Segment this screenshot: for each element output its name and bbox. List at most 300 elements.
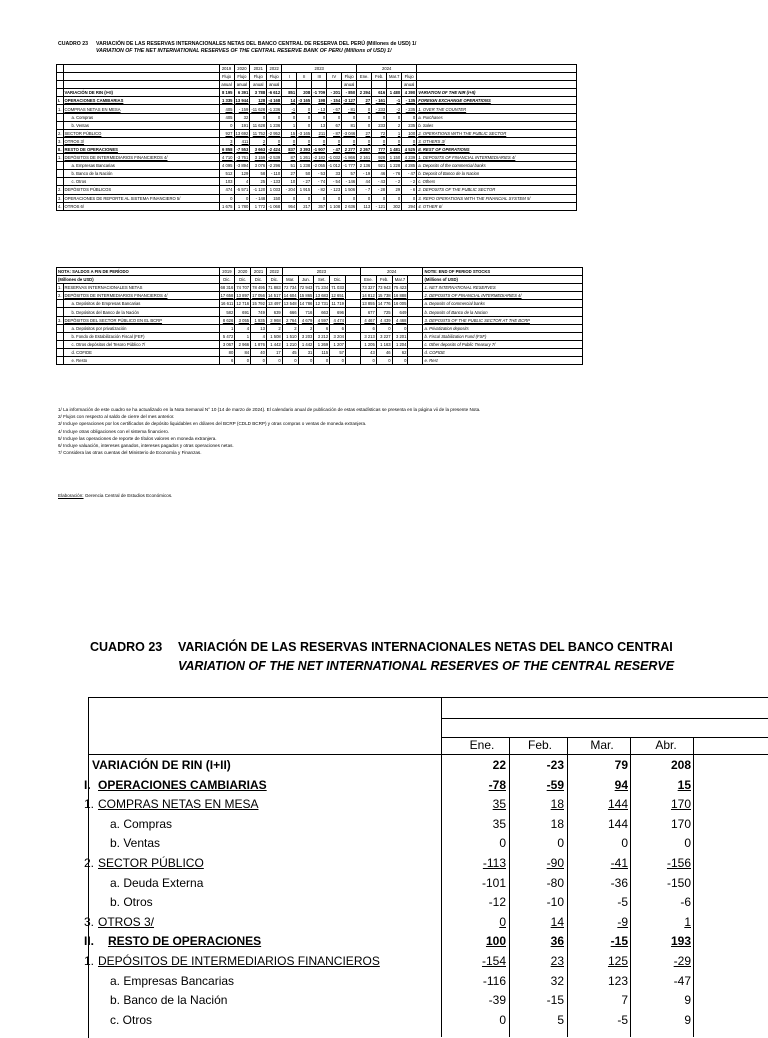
row-label-text: b. Sales [418, 122, 434, 128]
value-cell: 0 [376, 357, 392, 365]
table-row [57, 113, 577, 121]
value-cell: 45 [282, 348, 298, 356]
zoom-title-en: VARIATION OF THE NET INTERNATIONAL RESERVES OF THE CENTRAL RESERVE [178, 659, 675, 673]
row-label-text: DEPÓSITOS DEL SECTOR PÚBLICO EN EL BCRP [64, 317, 163, 323]
value-cell: 170 [670, 816, 691, 831]
value-cell [408, 316, 423, 324]
row-label-text: b. Ventas [71, 122, 89, 128]
value-cell: 5 [557, 1012, 564, 1027]
value-cell: 27 [282, 170, 297, 178]
value-cell [346, 340, 361, 348]
value-cell: 725 [376, 308, 392, 316]
value-cell: -2 424 [268, 146, 281, 152]
value-cell: 0 [499, 914, 506, 929]
value-cell: 696 [330, 308, 346, 316]
period-header [357, 81, 372, 89]
value-cell: 81 [342, 121, 357, 129]
value-cell: 663 [314, 308, 330, 316]
value-cell: 191 [234, 121, 250, 129]
value-cell: 0 [387, 113, 402, 121]
value-cell: 0 [282, 137, 297, 145]
value-cell: -1 012 [328, 163, 341, 169]
table-row [57, 316, 583, 324]
year-header: 2021 [251, 268, 267, 276]
value-cell: 43 [361, 348, 377, 356]
period-header: Dic. [235, 276, 251, 284]
period-header: Flujo [250, 73, 267, 81]
value-cell: 13 [251, 324, 267, 332]
value-cell: 35 [492, 797, 506, 812]
row-label-en [417, 105, 577, 113]
row-label-en [417, 145, 577, 153]
value-cell [346, 348, 361, 356]
value-cell: - 81 [342, 105, 357, 113]
table-row [57, 162, 577, 170]
table-row [57, 348, 583, 356]
period-header: Feb. [376, 276, 392, 284]
value-cell: 3 203 [298, 332, 314, 340]
value-cell: 0 [387, 194, 402, 202]
value-cell [346, 316, 361, 324]
row-label: SECTOR PÚBLICO [98, 856, 204, 870]
row-label-text: 3. DEPOSITS OF THE PUBLIC SECTOR AT THE BCRP [424, 317, 530, 323]
value-cell: 837 [282, 145, 297, 153]
value-cell: 0 [219, 194, 234, 202]
value-cell: 16 005 [393, 301, 407, 307]
row-label-es [63, 186, 219, 194]
row-number: 3. [84, 914, 95, 929]
zoom-divider [441, 718, 768, 719]
value-cell: 4 239 [402, 154, 417, 162]
row-label-text: OTROS 6/ [64, 203, 85, 209]
value-cell: -15 [546, 993, 564, 1008]
value-cell: -90 [546, 856, 564, 870]
value-cell: 1 236 [267, 121, 282, 129]
value-cell: -1 [282, 105, 297, 113]
row-number: 1. [84, 797, 95, 812]
value-cell: 11 752 [250, 129, 267, 137]
row-label-text: 1. DEPOSITS OF FINANCIAL INTERMEDIARIES 4/ [418, 155, 516, 161]
value-cell [346, 300, 361, 308]
value-cell: 33 [327, 170, 342, 178]
table-row [57, 202, 577, 210]
value-cell: 14 604 [283, 293, 297, 299]
table-row [57, 186, 577, 194]
row-label: OTROS 3/ [98, 914, 155, 929]
value-cell: 50 [297, 170, 312, 178]
table-row [57, 332, 583, 340]
row-label-text: VARIATION OF THE NIR (I+II) [418, 90, 476, 96]
row-label-en [417, 129, 577, 137]
value-cell: 4 468 [392, 316, 408, 324]
value-cell: 40 [251, 348, 267, 356]
row-label-text: b. Fondo de Estabilización Fiscal (FEF) [71, 333, 145, 339]
value-cell: 0 [357, 105, 372, 113]
period-header: Feb. [372, 73, 387, 81]
value-cell: 17 658 [220, 293, 234, 299]
value-cell: -1 032 [328, 155, 341, 161]
value-cell: 0 [342, 194, 357, 202]
value-cell: 3 [219, 137, 234, 145]
value-cell: - 76 [387, 170, 402, 178]
value-cell: 5 472 [219, 332, 235, 340]
row-label-en [423, 357, 583, 365]
period-header: I [282, 73, 297, 81]
row-label: a. Deuda Externa [110, 875, 204, 890]
zoom-divider [88, 754, 768, 755]
value-cell: - 43 [372, 178, 387, 186]
row-label-text: d. COFIDE [71, 349, 92, 355]
row-label-en [417, 170, 577, 178]
row-label-text: 1. OVER THE COUNTER [418, 106, 467, 112]
value-cell: 1 [387, 129, 402, 137]
value-cell [408, 357, 423, 365]
value-cell: 921 [372, 162, 387, 170]
period-header: Flujo [402, 73, 417, 81]
value-cell: 15 [282, 129, 297, 137]
value-cell: 2 636 [342, 202, 357, 210]
value-cell: 217 [297, 202, 312, 210]
value-cell: 87 [282, 154, 297, 162]
note-heading-en: NOTE: END OF PERIOD STOCKS [423, 268, 583, 276]
row-number: 3. [58, 317, 62, 323]
value-cell: 198 [312, 97, 327, 105]
period-header [312, 81, 327, 89]
year-header: 2021 [250, 65, 267, 73]
table-row [90, 758, 690, 778]
value-cell: 129 [234, 170, 250, 178]
unit-label: (Millones de USD) [57, 276, 220, 284]
row-label-es [63, 340, 219, 348]
period-header [297, 81, 312, 89]
value-cell: 25 [250, 178, 267, 186]
row-label-text: a. Purchases [418, 114, 443, 120]
value-cell: 4 095 [219, 162, 234, 170]
period-header [327, 81, 342, 89]
value-cell: 0 [392, 357, 408, 365]
row-label-en [423, 284, 583, 292]
value-cell: 9 [684, 1012, 691, 1027]
row-label-en [417, 137, 577, 145]
value-cell: 0 [219, 121, 234, 129]
unit-label-en: (Millions of USD) [423, 276, 583, 284]
row-label: b. Otros [110, 895, 153, 910]
value-cell: -78 [488, 777, 506, 792]
row-label-text: b. Banco de la Nación [71, 171, 113, 177]
row-label-text: e. Rest [424, 358, 438, 364]
period-header: Flujo [234, 73, 250, 81]
value-cell: 16 888 [393, 293, 407, 299]
row-label-text: 3. REPO OPERATIONS WITH THE FINANCIAL SYSTEM 5/ [418, 195, 531, 201]
value-cell: -2 296 [268, 163, 281, 169]
period-header: anual [342, 81, 357, 89]
value-cell: 113 [357, 202, 372, 210]
value-cell: -1 866 [343, 155, 356, 161]
year-header: 2024 [361, 268, 423, 276]
row-label-text: SECTOR PÚBLICO [64, 130, 102, 136]
value-cell: -3 894 [234, 162, 250, 170]
row-label-en [423, 324, 583, 332]
value-cell: -1 068 [268, 203, 281, 209]
value-cell: 44 [357, 178, 372, 186]
value-cell: - 121 [372, 202, 387, 210]
value-cell: 405 [219, 105, 234, 113]
table-row [90, 1013, 690, 1033]
table-row [57, 308, 583, 316]
value-cell: 15 738 [377, 293, 391, 299]
period-header: Dic. [251, 276, 267, 284]
value-cell: 68 316 [220, 285, 234, 291]
value-cell [408, 308, 423, 316]
value-cell: 6 858 [219, 145, 234, 153]
value-cell: 3 212 [314, 332, 330, 340]
row-label: RESTO DE OPERACIONES [108, 934, 262, 949]
value-cell: 103 [219, 178, 234, 186]
period-header: Dic. [330, 276, 346, 284]
row-label-es [63, 324, 219, 332]
value-cell: 13 548 [283, 301, 297, 307]
value-cell: -2 [387, 105, 402, 113]
value-cell: 666 [282, 308, 298, 316]
value-cell: 2 [266, 324, 282, 332]
row-label-text: c. Other deposits of Public Treasury 7/ [424, 341, 496, 347]
table-row [57, 154, 577, 162]
value-cell: 4 [234, 178, 250, 186]
row-label-text: e. Resto [71, 358, 88, 364]
month-header: Ene. [469, 738, 495, 752]
table-row [84, 954, 691, 974]
value-cell: 72 734 [283, 285, 297, 291]
value-cell: 211 [312, 129, 327, 137]
value-cell: 17 056 [252, 293, 265, 299]
value-cell: 208 [670, 758, 691, 772]
value-cell: 235 [402, 121, 417, 129]
table-row [84, 797, 691, 817]
year-header: 2023 [282, 65, 357, 73]
period-header: Flujo [267, 73, 282, 81]
row-label-text: b. Deposit of Banco de la Nacion [418, 171, 480, 177]
row-label-text: a. Deposits of the commercial banks [418, 163, 486, 169]
period-header: Mar. [282, 276, 298, 284]
row-label-en [417, 89, 577, 97]
table-row [57, 137, 577, 145]
value-cell: -12 [488, 895, 506, 910]
value-cell: 46 [376, 348, 392, 356]
value-cell: 3 076 [250, 162, 267, 170]
value-cell: -5 571 [234, 186, 250, 194]
value-cell: 74 707 [236, 285, 250, 291]
row-label-en [417, 113, 577, 121]
value-cell: 16 611 [220, 301, 234, 307]
row-label-en [417, 154, 577, 162]
value-cell: 1 [282, 121, 297, 129]
year-header: 2020 [234, 65, 250, 73]
footnote: 4/ Incluye otras obligaciones con el sistema financiero. [58, 428, 170, 434]
table-row [57, 292, 583, 300]
row-number: II. [84, 934, 95, 949]
value-cell: 2 [387, 121, 402, 129]
row-label-es [63, 316, 219, 324]
table-row [57, 357, 583, 365]
value-cell: 357 [312, 202, 327, 210]
value-cell: 4 285 [402, 162, 417, 170]
value-cell: 0 [297, 137, 312, 145]
value-cell: 0 [621, 836, 628, 851]
value-cell: 639 [266, 308, 282, 316]
value-cell: 0 [402, 137, 417, 145]
value-cell: 1 506 [342, 186, 357, 194]
year-header: 2024 [357, 65, 417, 73]
value-cell [346, 284, 361, 292]
value-cell: 6 [219, 357, 235, 365]
table-row [57, 324, 583, 332]
value-cell: 0 [267, 137, 282, 145]
row-label-es [63, 113, 219, 121]
year-header: 2020 [235, 268, 251, 276]
elaboration-credit: Elaboración: Gerencia Central de Estudios Económicos. [58, 493, 173, 498]
value-cell: 115 [314, 348, 330, 356]
period-header [387, 81, 402, 89]
year-header: 2019 [219, 268, 235, 276]
value-cell: -36 [610, 875, 628, 890]
value-cell: 0 [342, 137, 357, 145]
value-cell: 582 [219, 308, 235, 316]
value-cell: -6 612 [268, 90, 281, 96]
row-label-text: b. Depósitos del Banco de la Nación [71, 309, 140, 315]
note-heading: NOTA: SALDOS A FIN DE PERÍODO [57, 268, 220, 276]
row-label: OPERACIONES CAMBIARIAS [98, 777, 267, 792]
footnotes [58, 406, 480, 456]
row-label-text: II. REST OF OPERATIONS [418, 146, 470, 152]
value-cell: - 133 [267, 178, 282, 186]
value-cell: 1 675 [219, 202, 234, 210]
value-cell: 616 [372, 89, 387, 97]
value-cell: 123 [607, 973, 628, 988]
row-label-text: 1. NET INTERNATIONAL RESERVES [424, 285, 496, 291]
period-header: IV [327, 73, 342, 81]
value-cell: 0 [387, 137, 402, 145]
blank-cell [417, 73, 577, 81]
value-cell: 4 439 [376, 316, 392, 324]
value-cell: - 201 [327, 89, 342, 97]
value-cell: 0 [372, 137, 387, 145]
value-cell: 6 [314, 324, 330, 332]
value-cell: 13 897 [236, 293, 250, 299]
value-cell: 170 [670, 797, 691, 812]
row-label-text: OPERACIONES CAMBIARIAS [64, 98, 124, 104]
value-cell: -1 907 [313, 146, 326, 152]
value-cell: -113 [482, 856, 506, 870]
row-label-en [423, 340, 583, 348]
value-cell: 100 [485, 934, 506, 949]
value-cell: - 154 [327, 97, 342, 105]
value-cell: 1 442 [298, 340, 314, 348]
row-number: I. [57, 97, 64, 105]
row-label-text: VARIACIÓN DE RIN (I+II) [64, 90, 113, 96]
table-row [84, 914, 691, 935]
value-cell: 27 [357, 97, 372, 105]
row-label-text: OPERACIONES DE REPORTE AL SISTEMA FINANCIERO 5/ [64, 195, 181, 201]
value-cell: 3 201 [392, 332, 408, 340]
value-cell: - 161 [372, 97, 387, 105]
table-row [90, 974, 690, 994]
value-cell: 14 786 [299, 301, 313, 307]
value-cell: 1 935 [251, 316, 267, 324]
value-cell: -101 [481, 875, 506, 890]
row-label-es [63, 145, 219, 153]
value-cell: -11 628 [251, 106, 266, 112]
row-number: 1. [58, 106, 62, 112]
row-label-text: FOREIGN EXCHANGE OPERATIONS [418, 98, 491, 104]
value-cell: 0 [267, 113, 282, 121]
row-number: 2. [58, 187, 62, 193]
period-header: III [312, 73, 327, 81]
year-header: 2023 [282, 268, 360, 276]
table-title-es: CUADRO 23 VARIACIÓN DE LAS RESERVAS INTERNACIONALES NETAS DEL BANCO CENTRAL DE RESERVA DEL PERÚ (Millones de USD) 1/ [58, 41, 417, 47]
row-label-text: OTROS 3/ [64, 138, 85, 144]
value-cell: 193 [670, 934, 691, 949]
period-header: Dic. [219, 276, 235, 284]
value-cell: -3 761 [234, 154, 250, 162]
value-cell: 75 423 [393, 285, 407, 291]
value-cell: 2 161 [357, 154, 372, 162]
value-cell: - 87 [327, 129, 342, 137]
value-cell: 2 [250, 137, 267, 145]
value-cell: -1 120 [250, 186, 267, 194]
row-label-text: a. Deposits of commercial banks [424, 301, 485, 307]
value-cell: 23 [550, 954, 564, 968]
row-label-en [417, 194, 577, 202]
period-header: Set. [314, 276, 330, 284]
value-cell: 1 772 [250, 202, 267, 210]
value-cell: - 53 [312, 170, 327, 178]
value-cell: 3 204 [330, 332, 346, 340]
value-cell: -23 [546, 758, 564, 772]
value-cell: 73 327 [362, 285, 375, 291]
value-cell: - 148 [250, 194, 267, 202]
value-cell: 2 277 [342, 145, 357, 153]
value-cell: 716 [298, 308, 314, 316]
value-cell: - 27 [297, 178, 312, 186]
value-cell: 1 [684, 914, 691, 929]
value-cell: 13 944 [235, 98, 249, 104]
value-cell: - 2 [402, 178, 417, 186]
value-cell: 79 [614, 758, 628, 772]
value-cell: 15 [677, 777, 691, 792]
value-cell: 13 692 [235, 130, 249, 136]
value-cell: - 235 [402, 105, 417, 113]
value-cell: 1 033 [267, 186, 282, 194]
row-label-en [423, 300, 583, 308]
value-cell: - 28 [372, 186, 387, 194]
value-cell: - 47 [402, 170, 417, 178]
value-cell: 13 [312, 121, 327, 129]
row-number: II. [58, 146, 62, 152]
value-cell: 13 683 [315, 293, 329, 299]
table-row [57, 105, 577, 113]
value-cell: 0 [297, 194, 312, 202]
footnote: 7/ Considera las otras cuentas del Ministerio de Economía y Finanzas. [58, 450, 202, 456]
value-cell: 1 [235, 332, 251, 340]
value-cell: 35 [492, 816, 506, 831]
value-cell: 12 651 [331, 293, 344, 299]
value-cell: 3 213 [361, 332, 377, 340]
value-cell: 3 393 [297, 145, 312, 153]
value-cell: -2 055 [313, 163, 326, 169]
table-row [57, 129, 577, 137]
value-cell [408, 324, 423, 332]
value-cell: - 123 [327, 186, 342, 194]
